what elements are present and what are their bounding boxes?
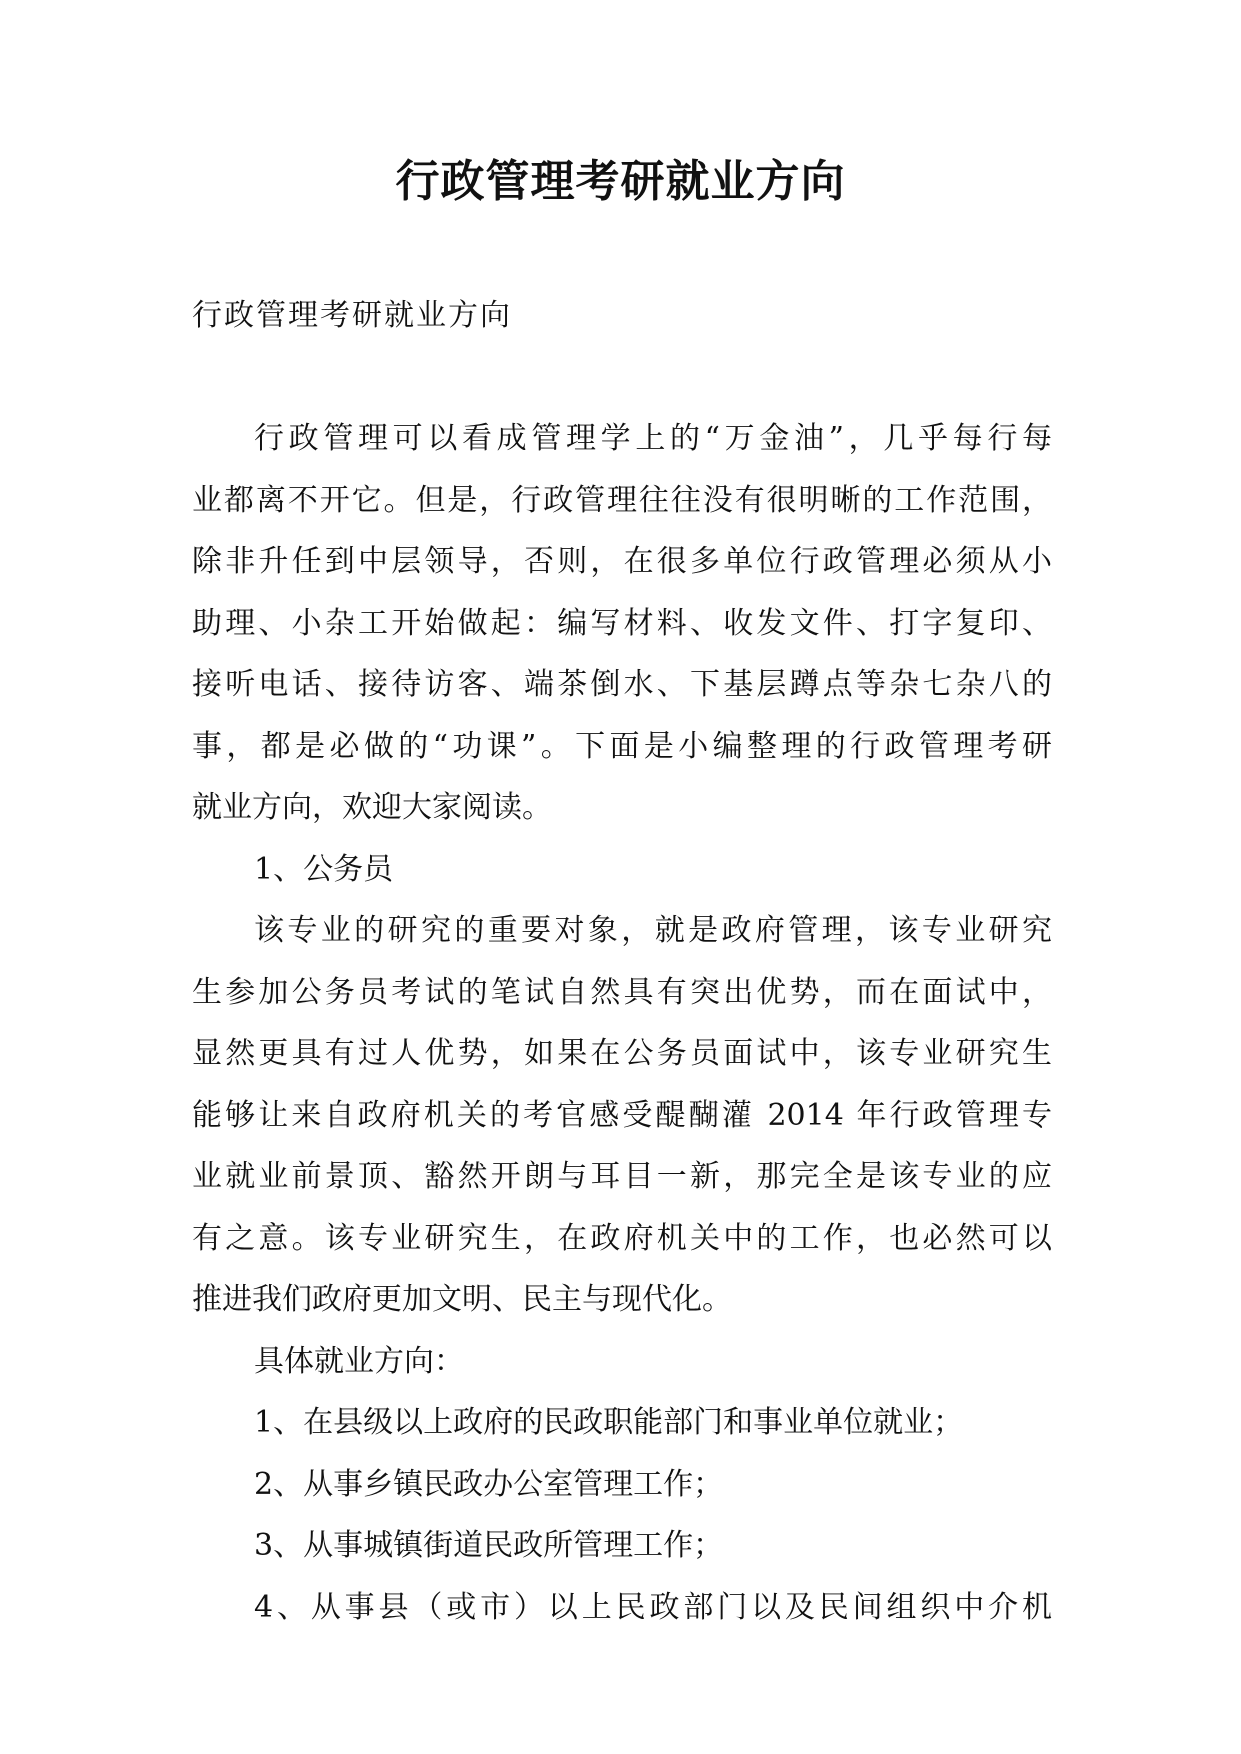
- text-line: 4、从事县（或市）以上民政部门以及民间组织中介机: [254, 1589, 1052, 1625]
- text-line: 具体就业方向：: [254, 1343, 464, 1379]
- text-line: 3、从事城镇街道民政所管理工作；: [254, 1528, 724, 1563]
- text-line: 事，都是必做的“功课”。下面是小编整理的行政管理考研: [192, 728, 1052, 764]
- text-line: 助理、小杂工开始做起：编写材料、收发文件、打字复印、: [192, 605, 1052, 641]
- text-line: 显然更具有过人优势，如果在公务员面试中，该专业研究生: [192, 1036, 1052, 1071]
- document-subtitle: 行政管理考研就业方向: [192, 298, 512, 333]
- text-line: 2、从事乡镇民政办公室管理工作；: [254, 1466, 724, 1502]
- text-line: 行政管理可以看成管理学上的“万金油”，几乎每行每: [254, 421, 1052, 456]
- text-line: 业就业前景顶、豁然开朗与耳目一新，那完全是该专业的应: [192, 1159, 1052, 1194]
- document-body: [192, 285, 1052, 1638]
- text-line: 该专业的研究的重要对象，就是政府管理，该专业研究: [254, 913, 1052, 948]
- paragraph-spacer: [192, 347, 1052, 409]
- text-line: 除非升任到中层领导，否则，在很多单位行政管理必须从小: [192, 544, 1052, 579]
- text-line: 1、在县级以上政府的民政职能部门和事业单位就业；: [254, 1405, 964, 1440]
- text-line: 接听电话、接待访客、端茶倒水、下基层蹲点等杂七杂八的: [192, 667, 1052, 702]
- text-line: 生参加公务员考试的笔试自然具有突出优势，而在面试中，: [192, 974, 1052, 1010]
- text-line: 就业方向，欢迎大家阅读。: [192, 790, 552, 825]
- body-lines: [192, 408, 1052, 1638]
- text-line: 1、公务员: [254, 851, 394, 887]
- text-line: 有之意。该专业研究生，在政府机关中的工作，也必然可以: [192, 1220, 1052, 1256]
- text-line: 能够让来自政府机关的考官感受醍醐灌 2014 年行政管理专: [192, 1097, 1052, 1133]
- text-line: 业都离不开它。但是，行政管理往往没有很明晰的工作范围，: [192, 482, 1052, 518]
- document-title: 行政管理考研就业方向: [395, 156, 846, 207]
- text-line: 推进我们政府更加文明、民主与现代化。: [192, 1282, 732, 1317]
